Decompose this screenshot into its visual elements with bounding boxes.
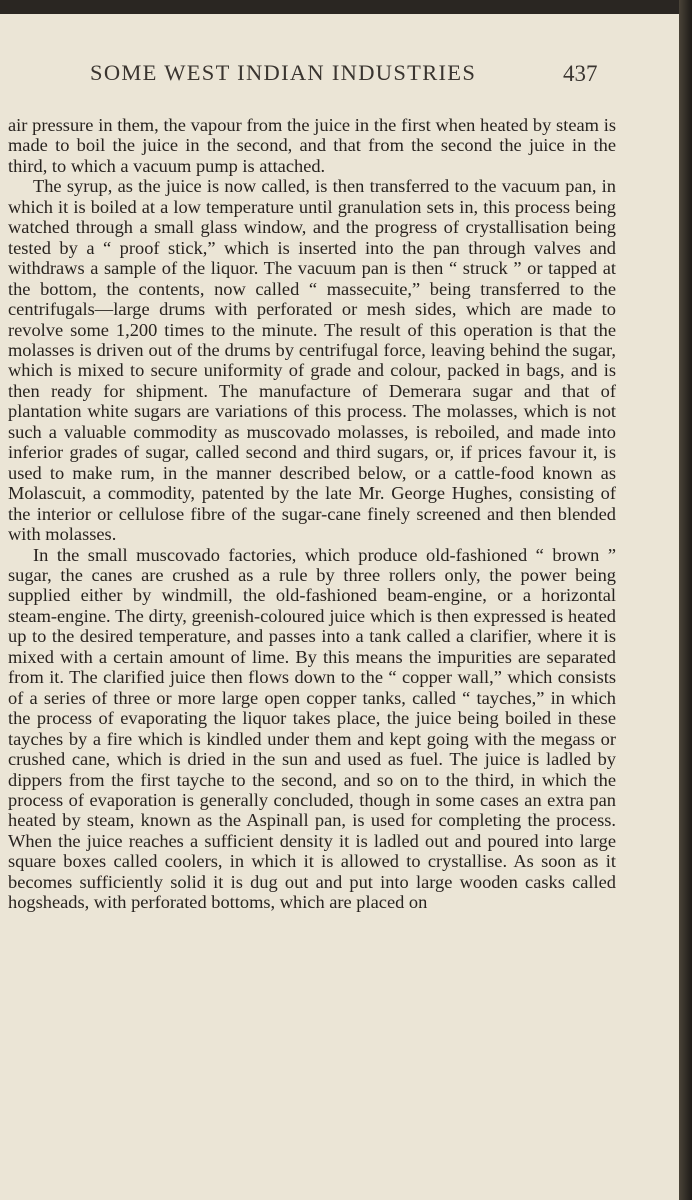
page-edge-shadow xyxy=(679,0,692,1200)
running-title: SOME WEST INDIAN INDUSTRIES xyxy=(90,60,477,85)
paragraph-continuation: air pressure in them, the vapour from the juice in the first when heated by steam is made to boil the juice in the second, and that from the second the juice in the third, to which a vacuum pump is attached. xyxy=(8,115,616,176)
body-text xyxy=(8,115,616,913)
paragraph-muscovado: In the small muscovado factories, which produce old-fashioned “ brown ” sugar, the canes are crushed as a rule by three rollers only, the power being supplied either by windmill, the old-fashioned beam-engine, or a horizontal steam-engine. The dirty, greenish-coloured juice which is then expressed is heated up to the desired temperature, and passes into a tank called a clarifier, where it is mixed with a certain amount of lime. By this means the impurities are separated from it. The clarified juice then flows down to the “ copper wall,” which consists of a series of three or more large open copper tanks, called “ tayches,” in which the process of evaporating the liquor takes place, the juice being boiled in these tayches by a fire which is kindled under them and kept going with the megass or crushed cane, which is dried in the sun and used as fuel. The juice is ladled by dippers from the first tayche to the second, and so on to the third, in which the process of evaporation is generally concluded, though in some cases an extra pan heated by steam, known as the Aspinall pan, is used for completing the process. When the juice reaches a sufficient density it is ladled out and poured into large square boxes called coolers, in which it is allowed to crystallise. As soon as it becomes sufficiently solid it is dug out and put into large wooden casks called hogsheads, with perforated bottoms, which are placed on xyxy=(8,544,616,913)
book-page xyxy=(0,14,679,1200)
page-header xyxy=(0,60,679,90)
page-number: 437 xyxy=(563,61,598,86)
paragraph-syrup: The syrup, as the juice is now called, is then transferred to the vacuum pan, in which it is boiled at a low temperature until granulation sets in, this process being watched through a small glass window, and the progress of crystallisation being tested by a “ proof stick,” which is inserted into the pan through valves and withdraws a sample of the liquor. The vacuum pan is then “ struck ” or tapped at the bottom, the contents, now called “ massecuite,” being transferred to the centrifugals—large drums with perforated or mesh sides, which are made to revolve some 1,200 times to the minute. The result of this operation is that the molasses is driven out of the drums by centrifugal force, leaving behind the sugar, which is mixed to secure uniformity of grade and colour, packed in bags, and is then ready for shipment. The manufacture of Demerara sugar and that of plantation white sugars are variations of this process. The molasses, which is not such a valuable commodity as muscovado molasses, is reboiled, and made into inferior grades of sugar, called second and third sugars, or, if prices favour it, is used to make rum, in the manner described below, or a cattle-food known as Molascuit, a commodity, patented by the late Mr. George Hughes, consisting of the interior or cellulose fibre of the sugar-cane finely screened and then blended with molasses. xyxy=(8,176,616,545)
